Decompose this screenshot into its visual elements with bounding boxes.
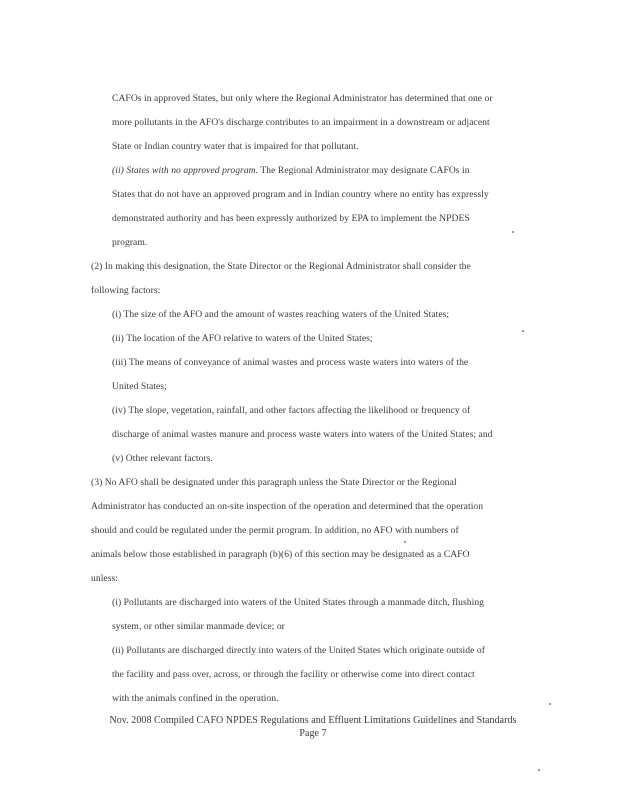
list-item: the facility and pass over, across, or through the facility or otherwise come into direct contact (112, 669, 475, 680)
list-item: (i) The size of the AFO and the amount of wastes reaching waters of the United States; (112, 309, 450, 320)
page-number: Page 7 (299, 728, 327, 739)
list-item: (ii) Pollutants are discharged directly into waters of the United States which originate outside of (112, 645, 485, 656)
list-item: (iii) The means of conveyance of animal wastes and process waste waters into waters of the (112, 357, 469, 368)
body-line: States that do not have an approved program and in Indian country where no entity has expressly (112, 189, 489, 200)
paragraph-ii-line (112, 165, 470, 176)
list-item: (iv) The slope, vegetation, rainfall, and other factors affecting the likelihood or frequency of (112, 405, 471, 416)
scan-speck (549, 703, 551, 705)
body-line: following factors: (91, 285, 161, 296)
body-line: CAFOs in approved States, but only where the Regional Administrator has determined that one or (112, 93, 493, 104)
list-item: with the animals confined in the operation. (112, 693, 279, 704)
paragraph-heading: (ii) States with no approved program. (112, 165, 259, 176)
body-line: demonstrated authority and has been expressly authorized by EPA to implement the NPDES (112, 213, 470, 224)
scan-speck (538, 769, 540, 771)
body-line: more pollutants in the AFO's discharge contributes to an impairment in a downstream or adjacent (112, 117, 490, 128)
list-item: (ii) The location of the AFO relative to waters of the United States; (112, 333, 373, 344)
body-line: unless: (91, 573, 118, 584)
footer-title: Nov. 2008 Compiled CAFO NPDES Regulations and Effluent Limitations Guidelines and Standards (109, 715, 517, 726)
list-item: system, or other similar manmade device; or (112, 621, 285, 632)
paragraph-text: The Regional Administrator may designate CAFOs in (258, 165, 470, 176)
list-item: (i) Pollutants are discharged into waters of the United States through a manmade ditch, flushing (112, 597, 485, 608)
body-line: animals below those established in paragraph (b)(6) of this section may be designated as a CAFO (91, 549, 470, 560)
list-item: discharge of animal wastes manure and process waste waters into waters of the United States; and (112, 429, 493, 440)
body-line: (2) In making this designation, the State Director or the Regional Administrator shall consider the (91, 261, 471, 272)
list-item: (v) Other relevant factors. (112, 453, 213, 464)
body-line: program. (112, 237, 148, 248)
scan-speck (404, 541, 406, 543)
body-line: State or Indian country water that is impaired for that pollutant. (112, 141, 359, 152)
body-line: (3) No AFO shall be designated under this paragraph unless the State Director or the Regional (91, 477, 457, 488)
body-line: should and could be regulated under the permit program. In addition, no AFO with numbers of (91, 525, 459, 536)
list-item: United States; (112, 381, 167, 392)
scan-speck (512, 231, 514, 233)
scan-speck (522, 330, 524, 332)
body-line: Administrator has conducted an on-site inspection of the operation and determined that the operation (91, 501, 484, 512)
